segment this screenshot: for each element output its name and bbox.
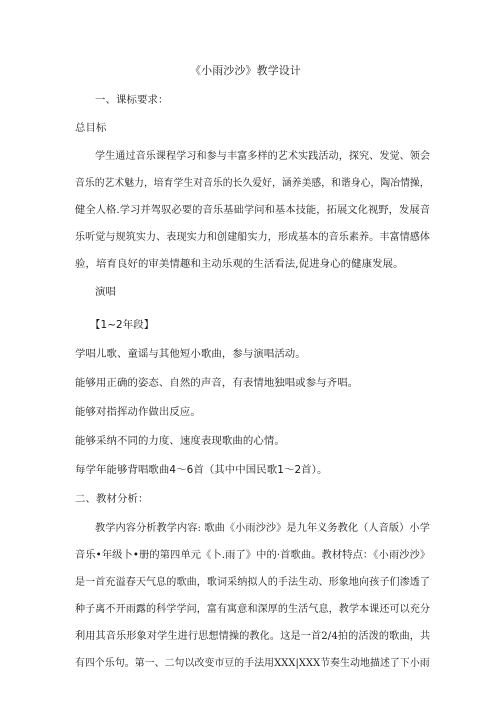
analysis-paragraph-line: 是一首充溢春天气息的歌曲，歌词采纳拟人的手法生动、形象地向孩子们渗透了 <box>75 576 431 588</box>
section-heading-curriculum: 一、课标要求： <box>95 94 169 106</box>
singing-item: 每学年能够背唱歌曲4～6首（其中中国民歌1～2首）。 <box>75 464 328 476</box>
singing-item: 能够对指挥动作做出反应。 <box>75 406 201 418</box>
analysis-paragraph-line: 种子离不开雨露的科学学问，富有寓意和深厚的生活气息，教学本课还可以充分 <box>75 603 431 615</box>
goal-paragraph-line: 验，培育良好的审美情趣和主动乐观的生活看法,促进身心的健康发展。 <box>75 258 404 270</box>
goal-paragraph-line: 学生通过音乐课程学习和参与丰富多样的艺术实践活动，探究、发觉、领会 <box>95 150 431 162</box>
document-title: 《小雨沙沙》教学设计 <box>190 64 301 77</box>
analysis-paragraph-line: 有四个乐句。第一、二句以改变市豆的手法用XXX|XXX节奏生动地描述了下小雨 <box>75 657 430 669</box>
subheading-singing: 演唱 <box>95 286 116 298</box>
goal-paragraph-line: 健全人格.学习并驾驭必要的音乐基础学问和基本技能，拓展文化视野，发展音 <box>75 204 431 216</box>
singing-item: 能够采纳不同的力度、速度表现歌曲的心情。 <box>75 435 285 447</box>
goal-paragraph-line: 乐听觉与规筑实力、表现实力和创建船实力，形成基本的音乐素养。丰富情感体 <box>75 231 431 243</box>
section-heading-material-analysis: 二、教材分析： <box>75 493 149 505</box>
singing-item: 学唱儿歌、童谣与其他短小歌曲，参与演唱活动。 <box>75 348 306 360</box>
singing-item: 能够用正确的姿态、自然的声音，有表情地独唱或参与齐唱。 <box>75 377 359 389</box>
subheading-grade-range: 【1~2年段】 <box>90 319 155 331</box>
subheading-overall-goal: 总目标 <box>75 122 107 134</box>
analysis-paragraph-line: 教学内容分析教学内容: 歌曲《小雨沙沙》是九年义务教化（人音版）小学 <box>95 522 430 534</box>
goal-paragraph-line: 音乐的艺术魅力，培育学生对音乐的长久爱好，涵养美感，和谐身心，陶冶情操， <box>75 177 430 189</box>
analysis-paragraph-line: 音乐•年级卜•册的第四单元《卜.雨了》中的·首歌曲。教材特点：《小雨沙沙》 <box>75 549 431 561</box>
analysis-paragraph-line: 利用其音乐形象对学生进行思想情操的教化。这是一首2/4拍的活泼的歌曲，共 <box>75 630 431 642</box>
